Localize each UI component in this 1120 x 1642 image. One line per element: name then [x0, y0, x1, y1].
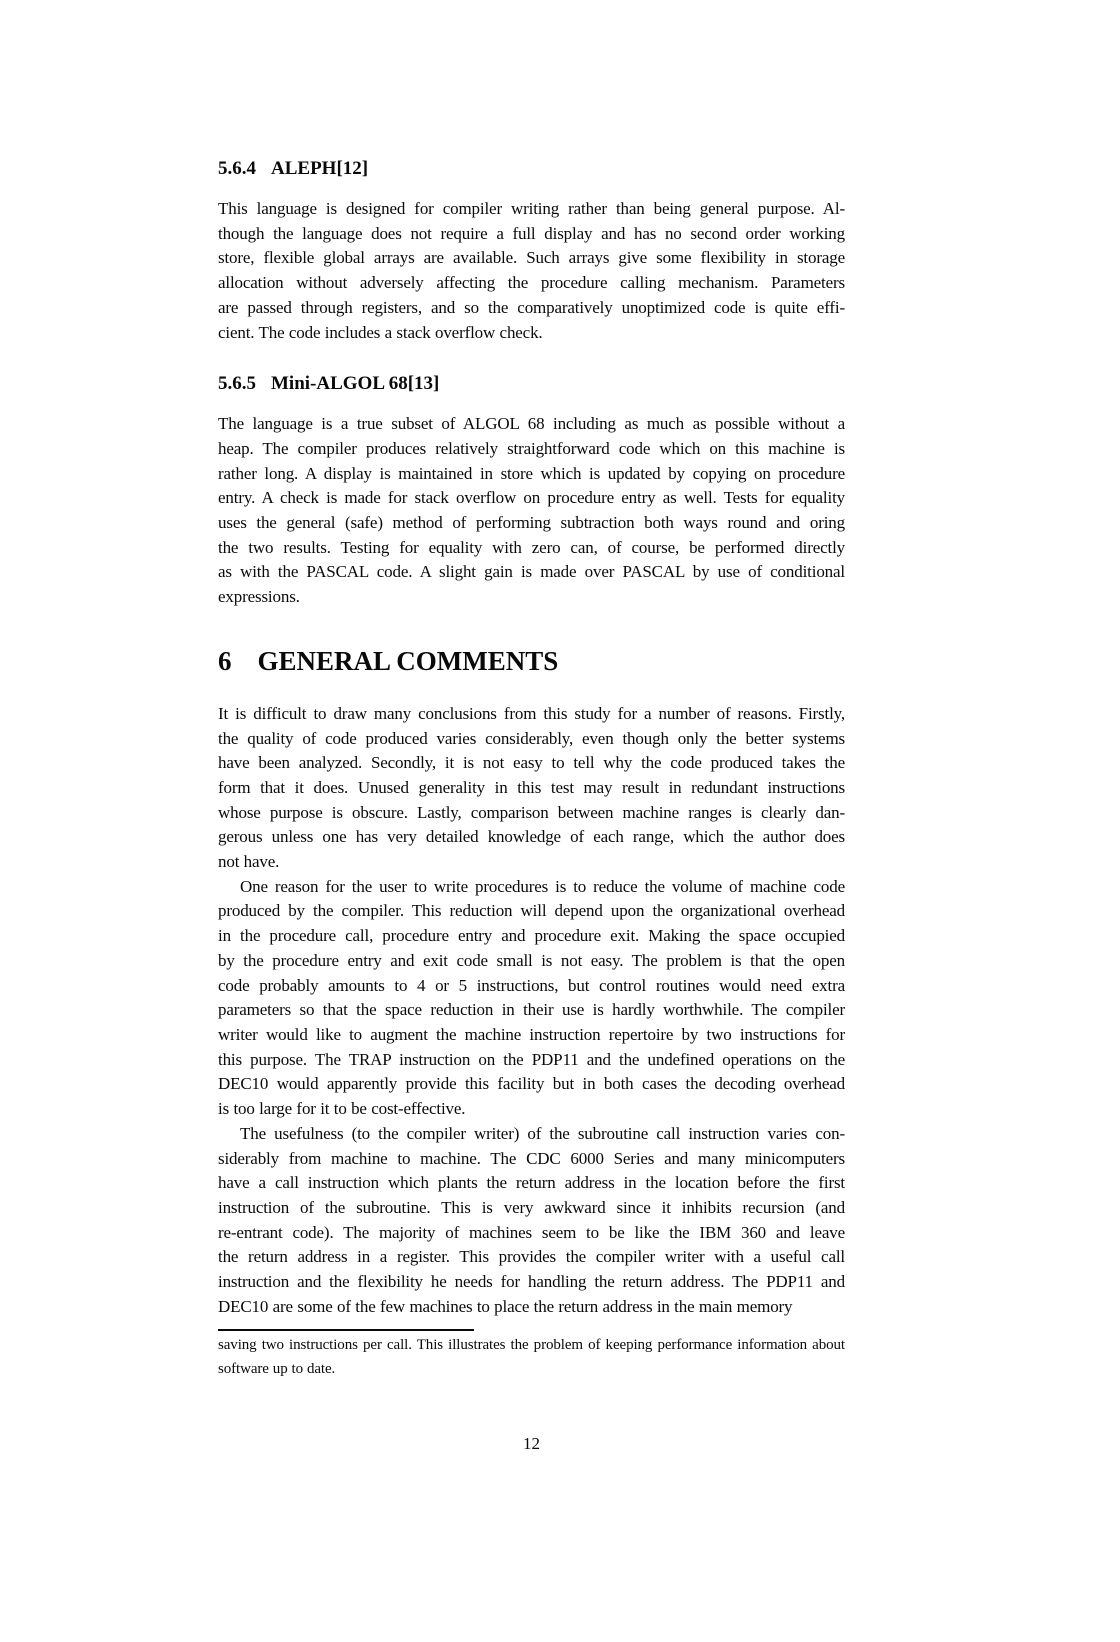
section-heading — [218, 642, 845, 680]
footnote — [218, 1334, 845, 1381]
text-line: the two results. Testing for equality with zero can, of course, be performed directly — [218, 537, 845, 557]
text-line: uses the general (safe) method of performing subtraction both ways round and oring — [218, 513, 845, 533]
text-line: One reason for the user to write procedures is to reduce the volume of machine code — [240, 876, 845, 896]
section-6 — [218, 642, 845, 1320]
page-number: 12 — [523, 1434, 540, 1453]
section-heading — [218, 156, 845, 182]
text-line: DEC10 are some of the few machines to place the return address in the main memory — [218, 1296, 793, 1316]
text-line: expressions. — [218, 587, 300, 607]
text-line: by the procedure entry and exit code small is not easy. The problem is that the open — [218, 950, 845, 970]
page-body — [218, 156, 845, 1319]
text-line: have been analyzed. Secondly, it is not easy to tell why the code produced takes the — [218, 753, 845, 773]
text-line: The usefulness (to the compiler writer) of the subroutine call instruction varies con- — [240, 1123, 845, 1143]
text-line: The language is a true subset of ALGOL 68 including as much as possible without a — [218, 414, 845, 434]
text-line: cient. The code includes a stack overflow check. — [218, 322, 543, 342]
text-line: allocation without adversely affecting the procedure calling mechanism. Parameters — [218, 273, 845, 293]
text-line: whose purpose is obscure. Lastly, comparison between machine ranges is clearly dan- — [218, 802, 845, 822]
text-line: the quality of code produced varies considerably, even though only the better systems — [218, 728, 845, 748]
text-line: instruction and the flexibility he needs for handling the return address. The PDP11 and — [218, 1272, 845, 1292]
text-line: gerous unless one has very detailed knowledge of each range, which the author does — [218, 827, 845, 847]
text-line: this purpose. The TRAP instruction on the PDP11 and the undefined operations on the — [218, 1049, 845, 1069]
text-line: have a call instruction which plants the return address in the location before the first — [218, 1173, 845, 1193]
text-line: produced by the compiler. This reduction will depend upon the organizational overhead — [218, 901, 845, 921]
text-line: entry. A check is made for stack overflow on procedure entry as well. Tests for equality — [218, 488, 845, 508]
text-line: is too large for it to be cost-effective. — [218, 1099, 466, 1119]
section-title: ALEPH[12] — [271, 158, 369, 179]
text-line: heap. The compiler produces relatively straightforward code which on this machine is — [218, 438, 845, 458]
footnote-line: saving two instructions per call. This illustrates the problem of keeping performance information about — [218, 1337, 845, 1353]
text-line: though the language does not require a full display and has no second order working — [218, 223, 845, 243]
footnote-line: software up to date. — [218, 1360, 336, 1377]
text-line: re-entrant code). The majority of machines seem to be like the IBM 360 and leave — [218, 1222, 845, 1242]
text-line: the return address in a register. This provides the compiler writer with a useful call — [218, 1247, 845, 1267]
text-line: not have. — [218, 852, 280, 872]
section-5.6.5 — [218, 371, 845, 610]
section-number: 5.6.4 — [218, 158, 256, 179]
text-line: siderably from machine to machine. The CDC 6000 Series and many minicomputers — [218, 1148, 845, 1168]
section-title: Mini-ALGOL 68[13] — [271, 373, 440, 395]
section-title: GENERAL COMMENTS — [257, 645, 559, 676]
text-line: It is difficult to draw many conclusions from this study for a number of reasons. Firstly, — [218, 703, 845, 723]
paragraph — [218, 412, 845, 610]
text-line: are passed through registers, and so the comparatively unoptimized code is quite effi- — [218, 297, 845, 317]
paragraph — [218, 875, 845, 1122]
text-line: form that it does. Unused generality in this test may result in redundant instructions — [218, 777, 845, 797]
text-line: in the procedure call, procedure entry and procedure exit. Making the space occupied — [218, 926, 845, 946]
section-number: 6 — [218, 645, 232, 676]
paragraph — [218, 1122, 845, 1320]
footnote-separator — [218, 1329, 474, 1331]
text-line: store, flexible global arrays are available. Such arrays give some flexibility in storage — [218, 248, 845, 268]
text-line: rather long. A display is maintained in store which is updated by copying on procedure — [218, 463, 845, 483]
section-number: 5.6.5 — [218, 373, 256, 395]
text-line: as with the PASCAL code. A slight gain is made over PASCAL by use of conditional — [218, 562, 845, 582]
paragraph — [218, 197, 845, 345]
text-line: DEC10 would apparently provide this facility but in both cases the decoding overhead — [218, 1074, 845, 1094]
text-line: parameters so that the space reduction in their use is hardly worthwhile. The compiler — [218, 1000, 845, 1020]
section-heading — [218, 371, 845, 397]
text-line: This language is designed for compiler writing rather than being general purpose. Al- — [218, 199, 845, 218]
paragraph — [218, 702, 845, 875]
section-5.6.4 — [218, 156, 845, 345]
text-line: code probably amounts to 4 or 5 instructions, but control routines would need extra — [218, 975, 845, 995]
text-line: instruction of the subroutine. This is very awkward since it inhibits recursion (and — [218, 1197, 845, 1217]
text-line: writer would like to augment the machine instruction repertoire by two instructions for — [218, 1024, 845, 1044]
